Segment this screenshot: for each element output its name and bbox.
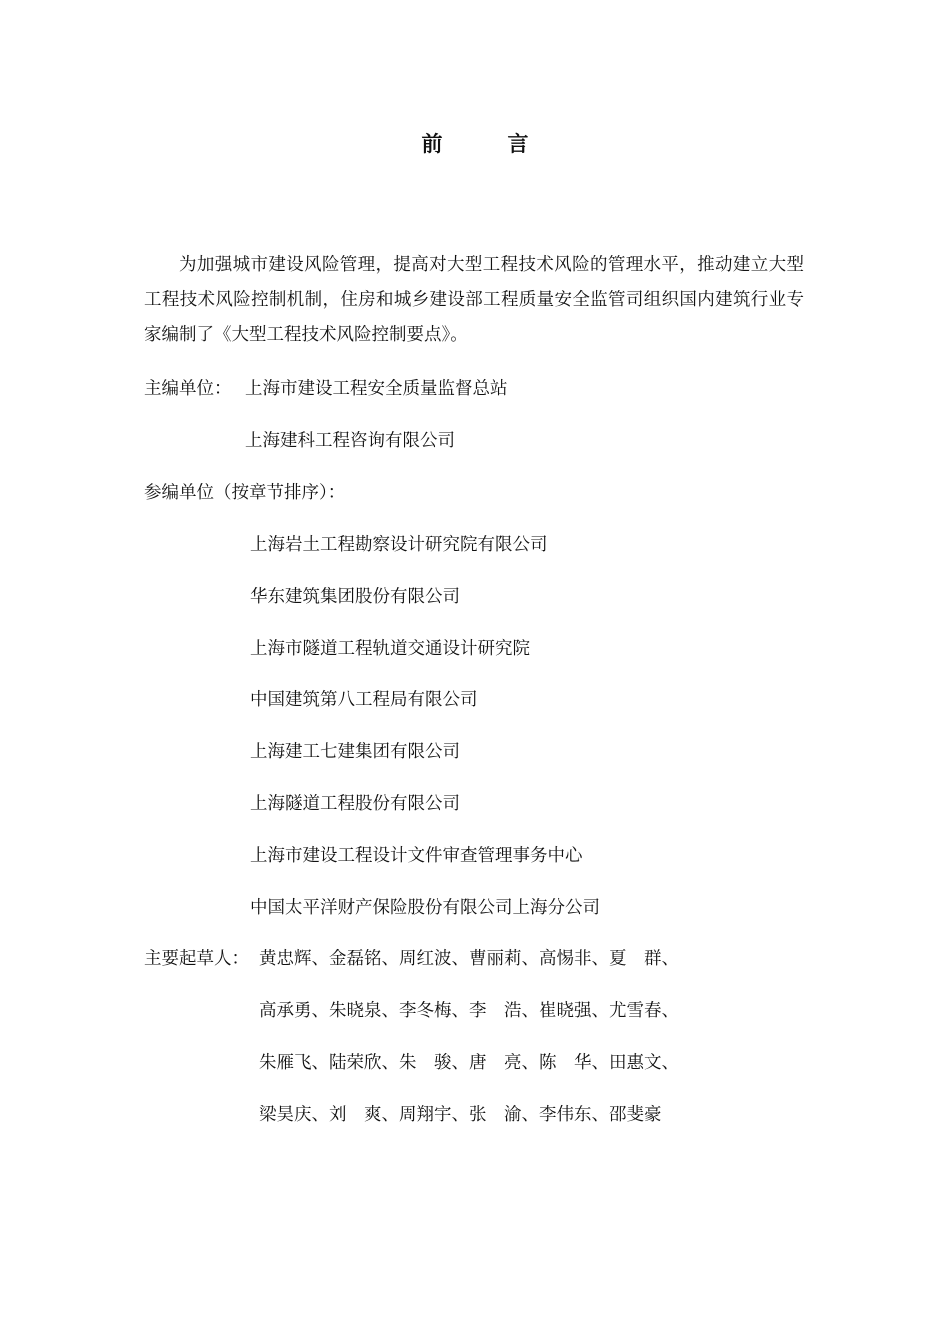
chief-editor-unit: 上海市建设工程安全质量监督总站	[245, 379, 508, 399]
co-editor-unit: 上海建工七建集团有限公司	[250, 742, 460, 762]
co-editor-unit: 中国建筑第八工程局有限公司	[250, 690, 478, 710]
drafters-line: 高承勇、朱晓泉、李冬梅、李 浩、崔晓强、尤雪春、	[259, 1001, 679, 1021]
drafters-line: 黄忠辉、金磊铭、周红波、曹丽莉、高惕非、夏 群、	[259, 949, 679, 969]
intro-paragraph: 为加强城市建设风险管理，提高对大型工程技术风险的管理水平，推动建立大型工程技术风险控制机制，住房和城乡建设部工程质量安全监管司组织国内建筑行业专家编制了《大型工程技术风险控制要点》。	[144, 255, 804, 345]
co-editor-label: 参编单位（按章节排序）：	[144, 483, 346, 503]
co-editor-unit: 中国太平洋财产保险股份有限公司上海分公司	[250, 898, 600, 918]
drafters-line: 朱雁飞、陆荣欣、朱 骏、唐 亮、陈 华、田惠文、	[259, 1053, 679, 1073]
chief-editor-unit: 上海建科工程咨询有限公司	[245, 431, 455, 451]
co-editor-unit: 上海市建设工程设计文件审查管理事务中心	[250, 846, 583, 866]
co-editor-unit: 上海岩土工程勘察设计研究院有限公司	[250, 535, 548, 555]
drafters-label: 主要起草人：	[144, 949, 249, 969]
co-editor-unit: 华东建筑集团股份有限公司	[250, 587, 460, 607]
chief-editor-label: 主编单位：	[144, 379, 232, 399]
page-title: 前 言	[421, 131, 551, 156]
co-editor-unit: 上海隧道工程股份有限公司	[250, 794, 460, 814]
drafters-line: 梁昊庆、刘 爽、周翔宇、张 渝、李伟东、邵斐豪	[259, 1105, 662, 1125]
co-editor-unit: 上海市隧道工程轨道交通设计研究院	[250, 639, 530, 659]
